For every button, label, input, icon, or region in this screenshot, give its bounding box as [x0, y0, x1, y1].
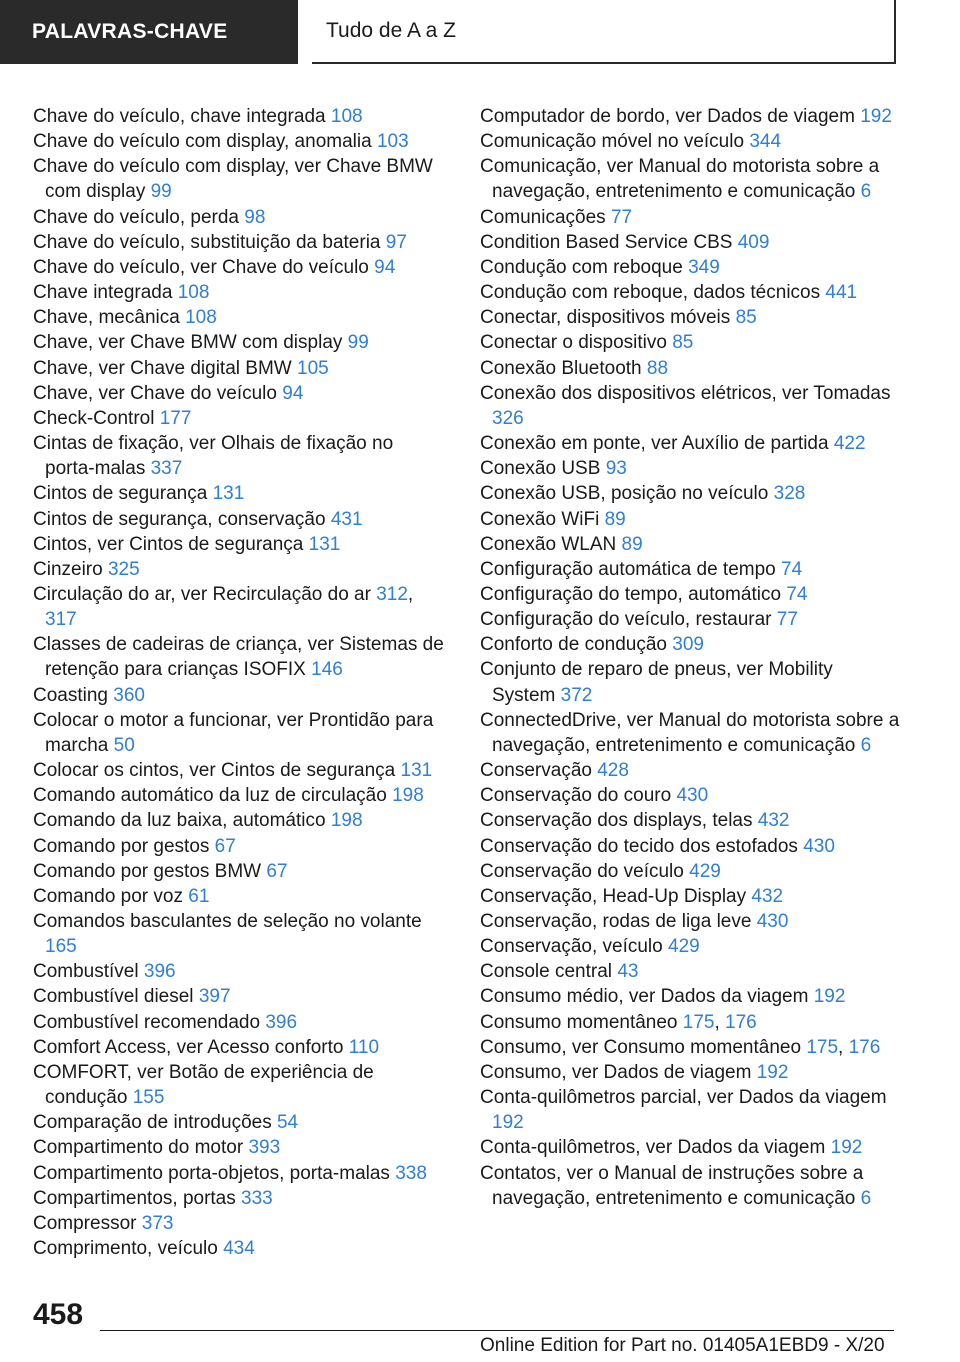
index-entry [33, 808, 448, 833]
index-entry [480, 657, 900, 707]
index-entry [480, 1085, 900, 1135]
index-entry-text: Combustível recomendado [33, 1011, 261, 1033]
index-entry-text: Contatos, ver o Manual de instruções sobre a navegação, entretenimento e comunicação [480, 1162, 864, 1209]
footer-edition: Online Edition for Part no. 01405A1EBD9 - X/20 [480, 1335, 885, 1356]
page-link[interactable]: 85 [672, 332, 694, 354]
index-entry [33, 884, 448, 909]
index-entry [480, 507, 900, 532]
index-entry-text: Chave do veículo com display, anomalia [33, 131, 372, 153]
index-entry-text: Conectar, dispositivos móveis [480, 307, 731, 329]
index-entry-text: Cintos de segurança, conservação [33, 508, 326, 530]
index-entry [480, 330, 900, 355]
index-entry [33, 632, 448, 682]
index-entry-text: Conservação, Head-Up Display [480, 885, 747, 907]
index-entry-text: Comunicação móvel no veículo [480, 131, 745, 153]
index-entry [480, 532, 900, 557]
page-link[interactable]: 198 [392, 785, 424, 807]
page-link[interactable]: 74 [781, 558, 803, 580]
chapter-title: Tudo de A a Z [326, 19, 456, 42]
index-entry: Circulação do ar, ver Recirculação do ar 312, 317 [33, 583, 414, 631]
index-entry [33, 507, 448, 532]
page-link[interactable]: 6 [860, 1187, 872, 1209]
index-entry-text: Conservação do couro [480, 785, 672, 807]
page-link[interactable]: 89 [604, 508, 626, 530]
index-entry [33, 683, 448, 708]
page-link[interactable]: 432 [751, 885, 784, 907]
index-entry [480, 104, 900, 129]
index-entry [33, 356, 448, 381]
page-link[interactable]: 108 [185, 307, 217, 329]
page-link[interactable]: 176 [848, 1036, 881, 1058]
page-link[interactable]: 94 [282, 382, 304, 404]
page-link[interactable]: 77 [776, 609, 798, 631]
index-entry-text: Chave, ver Chave digital BMW [33, 357, 292, 379]
index-entry-text: Combustível [33, 961, 139, 983]
page-link[interactable]: 61 [188, 885, 210, 907]
index-entry [33, 859, 448, 884]
section-label: PALAVRAS-CHAVE [32, 20, 228, 43]
index-entry-text: Conservação do tecido dos estofados [480, 835, 798, 857]
page-link[interactable]: 396 [265, 1011, 298, 1033]
index-entry [33, 959, 448, 984]
index-entry [480, 255, 900, 280]
index-entry [33, 1211, 448, 1236]
index-entry-text: Classes de cadeiras de criança, ver Sistemas de retenção para crianças ISOFIX [33, 634, 444, 681]
index-entry [480, 129, 900, 154]
index-entry-text: Consumo, ver Consumo momentâneo [480, 1036, 802, 1058]
index-entry-text: Comando por gestos [33, 835, 210, 857]
page-link[interactable]: 67 [266, 860, 288, 882]
page-link[interactable]: 89 [621, 533, 643, 555]
index-entry-text: Chave, ver Chave do veículo [33, 382, 277, 404]
page-link[interactable]: 99 [347, 332, 369, 354]
index-entry [480, 381, 900, 431]
index-entry [33, 1161, 448, 1186]
page-link[interactable]: 103 [376, 131, 409, 153]
page-link[interactable]: 176 [725, 1011, 757, 1033]
index-entry [480, 456, 900, 481]
index-entry-text: Configuração automática de tempo [480, 558, 776, 580]
index-entry [480, 808, 900, 833]
index-entry [33, 783, 448, 808]
index-entry [33, 330, 448, 355]
page-link[interactable]: 192 [492, 1112, 524, 1134]
index-entry-text: Conta-quilômetros parcial, ver Dados da viagem [480, 1087, 887, 1109]
index-entry-text: Conservação [480, 760, 592, 782]
index-entry-text: Conta-quilômetros, ver Dados da viagem [480, 1137, 826, 1159]
page-link[interactable]: 105 [297, 357, 329, 379]
index-entry-text: Conexão Bluetooth [480, 357, 642, 379]
index-entry-text: Comandos basculantes de seleção no volante [33, 911, 422, 932]
index-entry-text: Conexão em ponte, ver Auxílio de partida [480, 433, 829, 455]
index-entry [33, 406, 448, 431]
index-entry [33, 305, 448, 330]
page-link[interactable]: 94 [374, 256, 396, 278]
page-link[interactable]: 50 [113, 734, 135, 756]
index-entry-text: Consumo, ver Dados de viagem [480, 1061, 752, 1083]
index-entry-text: Cinzeiro [33, 558, 103, 580]
index-entry-text: Compartimento porta-objetos, porta-malas [33, 1162, 390, 1184]
page-link[interactable]: 328 [773, 483, 806, 505]
index-entry-text: Console central [480, 961, 613, 983]
index-entry-text: Circulação do ar, ver Recirculação do ar [33, 583, 371, 605]
index-entry [480, 934, 900, 959]
index-entry [33, 481, 448, 506]
index-entry [33, 1010, 448, 1035]
index-entry [33, 1236, 448, 1261]
page-link[interactable]: 192 [830, 1137, 863, 1159]
index-entry-text: Comprimento, veículo [33, 1238, 218, 1260]
index-entry [480, 984, 900, 1009]
page-link[interactable]: 349 [688, 256, 720, 278]
index-entry [480, 909, 900, 934]
page-link[interactable]: 74 [786, 583, 808, 605]
page-link[interactable]: 432 [757, 810, 790, 832]
page-link[interactable]: 428 [597, 760, 629, 782]
index-entry-text: Computador de bordo, ver Dados de viagem [480, 106, 855, 127]
page-link[interactable]: 422 [833, 433, 866, 455]
index-entry-text: Comando por gestos BMW [33, 860, 262, 882]
page-link[interactable]: 441 [825, 282, 858, 304]
page-link[interactable]: 131 [400, 760, 433, 782]
page-link[interactable]: 325 [107, 558, 140, 580]
page-link[interactable]: 360 [113, 684, 145, 706]
index-entry [33, 984, 448, 1009]
index-entry [480, 154, 900, 204]
page-link[interactable]: 192 [813, 986, 846, 1008]
page-link[interactable]: 430 [676, 785, 709, 807]
index-entry [33, 255, 448, 280]
page-link[interactable]: 326 [492, 407, 524, 429]
index-entry-text: Condition Based Service CBS [480, 231, 733, 253]
index-entry-text: Conservação dos displays, telas [480, 810, 753, 832]
index-entry [33, 1060, 448, 1110]
page-link[interactable]: 146 [311, 659, 343, 681]
index-entry [480, 481, 900, 506]
index-entry: Consumo momentâneo 175, 176 [480, 1011, 757, 1033]
index-entry-text: Conectar o dispositivo [480, 332, 667, 354]
index-entry-text: Compressor [33, 1212, 137, 1234]
page-link[interactable]: 434 [223, 1238, 255, 1260]
page-link[interactable]: 54 [276, 1112, 299, 1134]
index-entry-text: Check-Control [33, 407, 155, 429]
chapter-title-box [312, 0, 896, 64]
index-entry [33, 909, 448, 959]
index-entry: Consumo, ver Consumo momentâneo 175, 176 [480, 1036, 881, 1058]
page-link[interactable]: 77 [610, 206, 633, 228]
index-entry-text: Coasting [33, 684, 108, 706]
page-link[interactable]: 431 [330, 508, 363, 530]
index-entry [480, 1135, 900, 1160]
index-entry-text: Colocar o motor a funcionar, ver Prontidão para marcha [33, 709, 434, 756]
page-link[interactable]: 338 [395, 1162, 427, 1184]
index-entry-text: Compartimentos, portas [33, 1187, 236, 1209]
index-entry [33, 834, 448, 859]
page-link[interactable]: 373 [141, 1212, 174, 1234]
index-entry-text: Conexão dos dispositivos elétricos, ver Tomadas [480, 382, 891, 404]
index-entry-text: Conexão WLAN [480, 533, 617, 555]
page-link[interactable]: 175 [682, 1011, 715, 1033]
index-entry [480, 557, 900, 582]
index-entry [33, 431, 448, 481]
index-entry-text: Conforto de condução [480, 634, 667, 656]
index-entry-text: Chave do veículo, ver Chave do veículo [33, 256, 369, 278]
index-entry [33, 758, 448, 783]
index-entry-text: Conexão USB [480, 458, 601, 480]
page-link[interactable]: 98 [244, 206, 266, 228]
index-entry-text: Conjunto de reparo de pneus, ver Mobility System [480, 659, 833, 706]
page-link[interactable]: 6 [860, 181, 872, 203]
index-entry-text: Consumo momentâneo [480, 1011, 678, 1033]
index-entry [480, 859, 900, 884]
index-entry-text: Comparação de introduções [33, 1112, 272, 1134]
index-entry-text: Conservação, veículo [480, 936, 663, 958]
index-entry [480, 431, 900, 456]
page-link[interactable]: 110 [348, 1036, 380, 1058]
page-link[interactable]: 333 [241, 1187, 273, 1209]
page-link[interactable]: 85 [735, 307, 757, 329]
page-link[interactable]: 430 [756, 911, 789, 932]
index-entry-text: Condução com reboque [480, 256, 683, 278]
page-link[interactable]: 131 [308, 533, 341, 555]
index-entry-text: Configuração do veículo, restaurar [480, 609, 772, 631]
page-link[interactable]: 312 [376, 583, 408, 605]
page-link[interactable]: 155 [132, 1087, 165, 1109]
page-link[interactable]: 192 [756, 1061, 789, 1083]
page-link[interactable]: 108 [330, 106, 363, 127]
index-entry-text: Comando automático da luz de circulação [33, 785, 387, 807]
index-entry-text: Chave do veículo, perda [33, 206, 239, 228]
index-entry-text: Comando por voz [33, 885, 183, 907]
page-link[interactable]: 175 [806, 1036, 839, 1058]
index-entry [480, 632, 900, 657]
index-entry-text: Comando da luz baixa, automático [33, 810, 326, 832]
index-entry [480, 834, 900, 859]
page-link[interactable]: 309 [672, 634, 704, 656]
index-entry-text: Conservação do veículo [480, 860, 684, 882]
page-link[interactable]: 317 [45, 609, 77, 631]
index-entry [33, 104, 448, 129]
index-entry [480, 783, 900, 808]
index-entry-text: ConnectedDrive, ver Manual do motorista sobre a navegação, entretenimento e comunicação [480, 709, 900, 756]
index-entry-text: Conservação, rodas de liga leve [480, 911, 752, 932]
index-entry-text: Conexão USB, posição no veículo [480, 483, 769, 505]
page-link[interactable]: 337 [150, 458, 183, 480]
index-entry [33, 205, 448, 230]
page-link[interactable]: 397 [198, 986, 231, 1008]
index-entry [33, 1110, 448, 1135]
page-link[interactable]: 88 [646, 357, 669, 379]
page-link[interactable]: 429 [668, 936, 700, 958]
index-entry [33, 557, 448, 582]
page-link[interactable]: 430 [803, 835, 835, 857]
page-link[interactable]: 6 [860, 734, 872, 756]
index-entry [480, 305, 900, 330]
index-entry-text: Condução com reboque, dados técnicos [480, 282, 821, 304]
page-link[interactable]: 344 [749, 131, 782, 153]
index-entry-text: Conexão WiFi [480, 508, 600, 530]
index-entry [480, 758, 900, 783]
page-link[interactable]: 177 [159, 407, 192, 429]
index-entry-text: Cintos de segurança [33, 483, 208, 505]
index-entry-text: Chave, mecânica [33, 307, 180, 329]
index-entry [480, 582, 900, 607]
page-link[interactable]: 396 [143, 961, 176, 983]
index-entry-text: COMFORT, ver Botão de experiência de condução [33, 1061, 374, 1109]
index-entry [480, 884, 900, 909]
index-entry-text: Chave do veículo, substituição da bateria [33, 231, 381, 253]
index-entry [33, 230, 448, 255]
index-entry [480, 1161, 900, 1211]
index-entry [480, 230, 900, 255]
index-column-left [33, 104, 448, 1261]
index-entry [33, 280, 448, 305]
page-link[interactable]: 93 [605, 458, 627, 480]
index-entry-text: Chave do veículo, chave integrada [33, 106, 326, 127]
index-entry-text: Comunicações [480, 206, 606, 228]
index-column-right [480, 104, 900, 1211]
index-entry-text: Comfort Access, ver Acesso conforto [33, 1036, 344, 1058]
index-entry-text: Colocar os cintos, ver Cintos de segurança [33, 760, 396, 782]
index-entry-text: Chave, ver Chave BMW com display [33, 332, 343, 354]
index-entry [33, 1135, 448, 1160]
index-entry-text: Comunicação, ver Manual do motorista sobre a navegação, entretenimento e comunicação [480, 156, 880, 203]
index-entry [33, 129, 448, 154]
index-entry [33, 708, 448, 758]
page-link[interactable]: 409 [737, 231, 770, 253]
index-entry-text: Chave integrada [33, 282, 173, 304]
index-entry [480, 607, 900, 632]
index-entry [33, 381, 448, 406]
index-entry [33, 532, 448, 557]
footer-divider [100, 1330, 894, 1331]
page-link[interactable]: 429 [689, 860, 721, 882]
page-link[interactable]: 97 [385, 231, 407, 253]
index-entry [33, 1035, 448, 1060]
page-link[interactable]: 372 [560, 684, 593, 706]
page-link[interactable]: 131 [212, 483, 245, 505]
index-entry-text: Cintas de fixação, ver Olhais de fixação no porta-malas [33, 433, 394, 480]
index-entry-text: Combustível diesel [33, 986, 194, 1008]
index-entry [480, 356, 900, 381]
index-entry-text: Consumo médio, ver Dados da viagem [480, 986, 809, 1008]
page-link[interactable]: 198 [330, 810, 363, 832]
index-entry [480, 205, 900, 230]
index-entry [33, 1186, 448, 1211]
index-entry-text: Chave do veículo com display, ver Chave BMW com display [33, 156, 433, 203]
index-entry [480, 708, 900, 758]
index-entry [480, 1060, 900, 1085]
index-entry-text: Configuração do tempo, automático [480, 583, 782, 605]
index-entry-text: Compartimento do motor [33, 1137, 244, 1159]
index-entry [33, 154, 448, 204]
page-link[interactable]: 393 [248, 1137, 281, 1159]
index-entry [480, 280, 900, 305]
index-entry-text: Cintos, ver Cintos de segurança [33, 533, 304, 555]
page-link[interactable]: 165 [45, 936, 77, 958]
page-link[interactable]: 108 [177, 282, 210, 304]
page-number: 458 [33, 1298, 84, 1331]
page-link[interactable]: 192 [860, 106, 892, 127]
section-tab [0, 0, 298, 64]
page-link[interactable]: 67 [214, 835, 236, 857]
index-entry [480, 959, 900, 984]
page-link[interactable]: 99 [150, 181, 172, 203]
page-link[interactable]: 43 [617, 961, 639, 983]
